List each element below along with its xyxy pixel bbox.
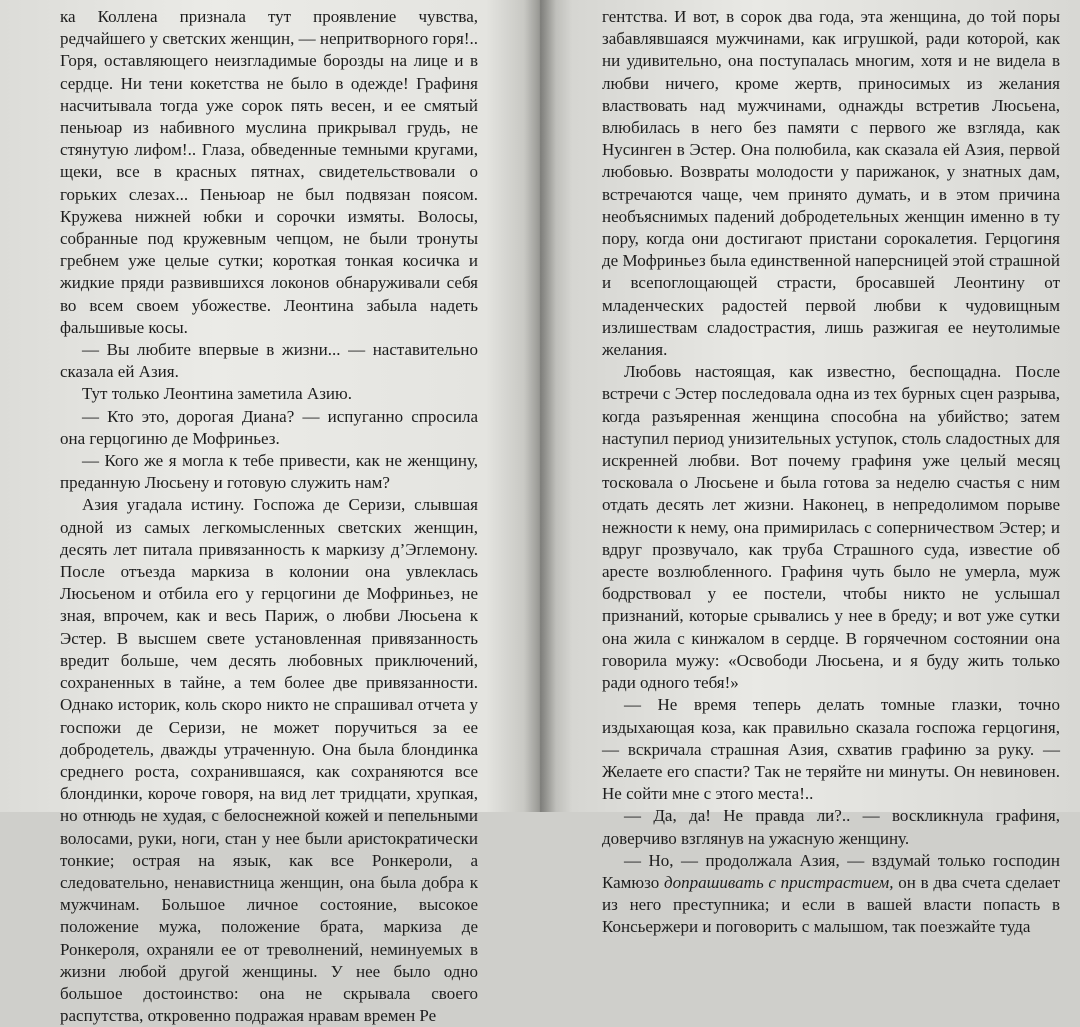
right-paragraph-1: гентства. И вот, в сорок два года, эта женщина, до той поры забавлявшаяся мужчинами, как игрушкой, ради которой, как ни удивительно, она поступалась многим, хотя и не видела в любви ничего, кроме жертв, приносимых из желания властвовать над мужчинами, однажды встретив Люсьена, влюбилась в него без памяти с первого же взгляда, как Нусинген в Эстер. Она полюбила, как сказала ей Азия, первой любовью. Возвраты молодости у парижанок, у знатных дам, встречаются чаще, чем принято думать, и в этом причина необъяснимых падений добродетельных женщин именно в ту пору, когда они достигают пристани сорокалетия. Герцогиня де Мофриньез была единственной наперсницей этой страшной и всепоглощающей страсти, бросавшей Леонтину от младенческих радостей первой любви к чудовищным излишествам сладострастия, лишь разжигая ее неутолимые желания. [602,7,1060,360]
left-paragraph-3: Тут только Леонтина заметила Азию. [82,384,352,404]
left-paragraph-2: — Вы любите впервые в жизни... — наставительно сказала ей Азия. [60,340,478,382]
italic-phrase: допрашивать с пристрастием, [663,872,894,892]
right-paragraph-2: Любовь настоящая, как известно, беспощадна. После встречи с Эстер последовала одна из тех бурных сцен разрыва, когда разъяренная женщина способна на убийство; затем наступил период унизительных уступок, столь сладостных для искренней любви. Вот почему графиня уже целый месяц тосковала о Люсьене и была готова за неделю счастья с ним отдать десять лет жизни. Наконец, в непредолимом порыве нежности к нему, она примирилась с соперничеством Эстер; и вдруг прозвучало, как труба Страшного суда, известие об аресте возлюбленного. Графиня чуть было не умерла, муж бодрствовал у ее постели, чтобы никто не услышал признаний, которые срывались у нее в бреду; и вот уже сутки она жила с кинжалом в сердце. В горячечном состоянии она говорила мужу: «Освободи Люсьена, и я буду жить только ради одного тебя!» [602,362,1060,693]
paragraph-text-segment: — Но, — продолжала Азия, — вздумай только господин Камюзо [602,850,1060,892]
right-paragraph-3: — Не время теперь делать томные глазки, точно издыхающая коза, как правильно сказала госпожа герцогиня, — вскричала страшная Азия, схватив графиню за руку. — Желаете его спасти? Так не теряйте ни минуты. Он невиновен. Не сойти мне с этого места!.. [602,695,1060,804]
right-paragraph-4: — Да, да! Не правда ли?.. — воскликнула графиня, доверчиво взглянув на ужасную женщину. [602,806,1060,848]
left-paragraph-5: — Кого же я могла к тебе привести, как не женщину, преданную Люсьену и готовую служить нам? [60,451,478,493]
left-paragraph-4: — Кто это, дорогая Диана? — испуганно спросила она герцогиню де Мофриньез. [60,406,478,448]
left-paragraph-6: Азия угадала истину. Госпожа де Серизи, слывшая одной из самых легкомысленных светских женщин, десять лет питала привязанность к маркизу д’Эглемону. После отъезда маркиза в колонии она увлеклась Люсьеном и отбила его у герцогини де Мофриньез, не зная, впрочем, как и весь Париж, о любви Люсьена к Эстер. В высшем свете установленная привязанность вредит больше, чем десять любовных приключений, сохраненных в тайне, а тем более две привязанности. Однако историк, коль скоро никто не спрашивал отчета у госпожи де Серизи, не может поручиться за ее добродетель, дважды утраченную. Она была блондинка среднего роста, сохранившаяся, как сохраняются все блондинки, короче говоря, на вид лет тридцати, хрупкая, но отнюдь не худая, с белоснежной кожей и пепельными волосами, руки, ноги, стан у нее были аристократически тонкие; острая на язык, как все Ронкероли, а следовательно, ненавистница женщин, она была добра к мужчинам. Большое личное состояние, высокое положение мужа, положение брата, маркиза де Ронкероля, охраняли ее от треволнений, неминуемых в жизни любой другой женщины. У нее было одно большое достоинство: она не скрывала своего распутства, откровенно подражая нравам времен Ре [60,495,478,1026]
right-paragraph-5 [602,850,1060,939]
left-paragraph-1: ка Коллена признала тут проявление чувства, редчайшего у светских женщин, — непритворного горя!.. Горя, оставляющего неизгладимые борозды на лице и в сердце. Ни тени кокетства не было в одежде! Графиня насчитывала тогда уже сорок пять весен, и ее смятый пеньюар из набивного муслина прикрывал грудь, не стянутую лифом!.. Глаза, обведенные темными кругами, щеки, все в красных пятнах, свидетельствовали о горьких слезах... Пеньюар не был подвязан поясом. Кружева нижней юбки и сорочки измяты. Волосы, собранные под кружевным чепцом, не были тронуты гребнем уже целые сутки; короткая тонкая косичка и жидкие пряди развившихся локонов обнаруживали себя во всем своем убожестве. Леонтина забыла надеть фальшивые косы. [60,7,478,337]
paragraph-text-segment: он в два счета сделает из него преступника; и если в вашей власти попасть в Консьержери и поговорить с малышом, так поезжайте туда [602,872,1061,937]
left-page [0,0,540,1026]
right-page [540,0,1080,937]
